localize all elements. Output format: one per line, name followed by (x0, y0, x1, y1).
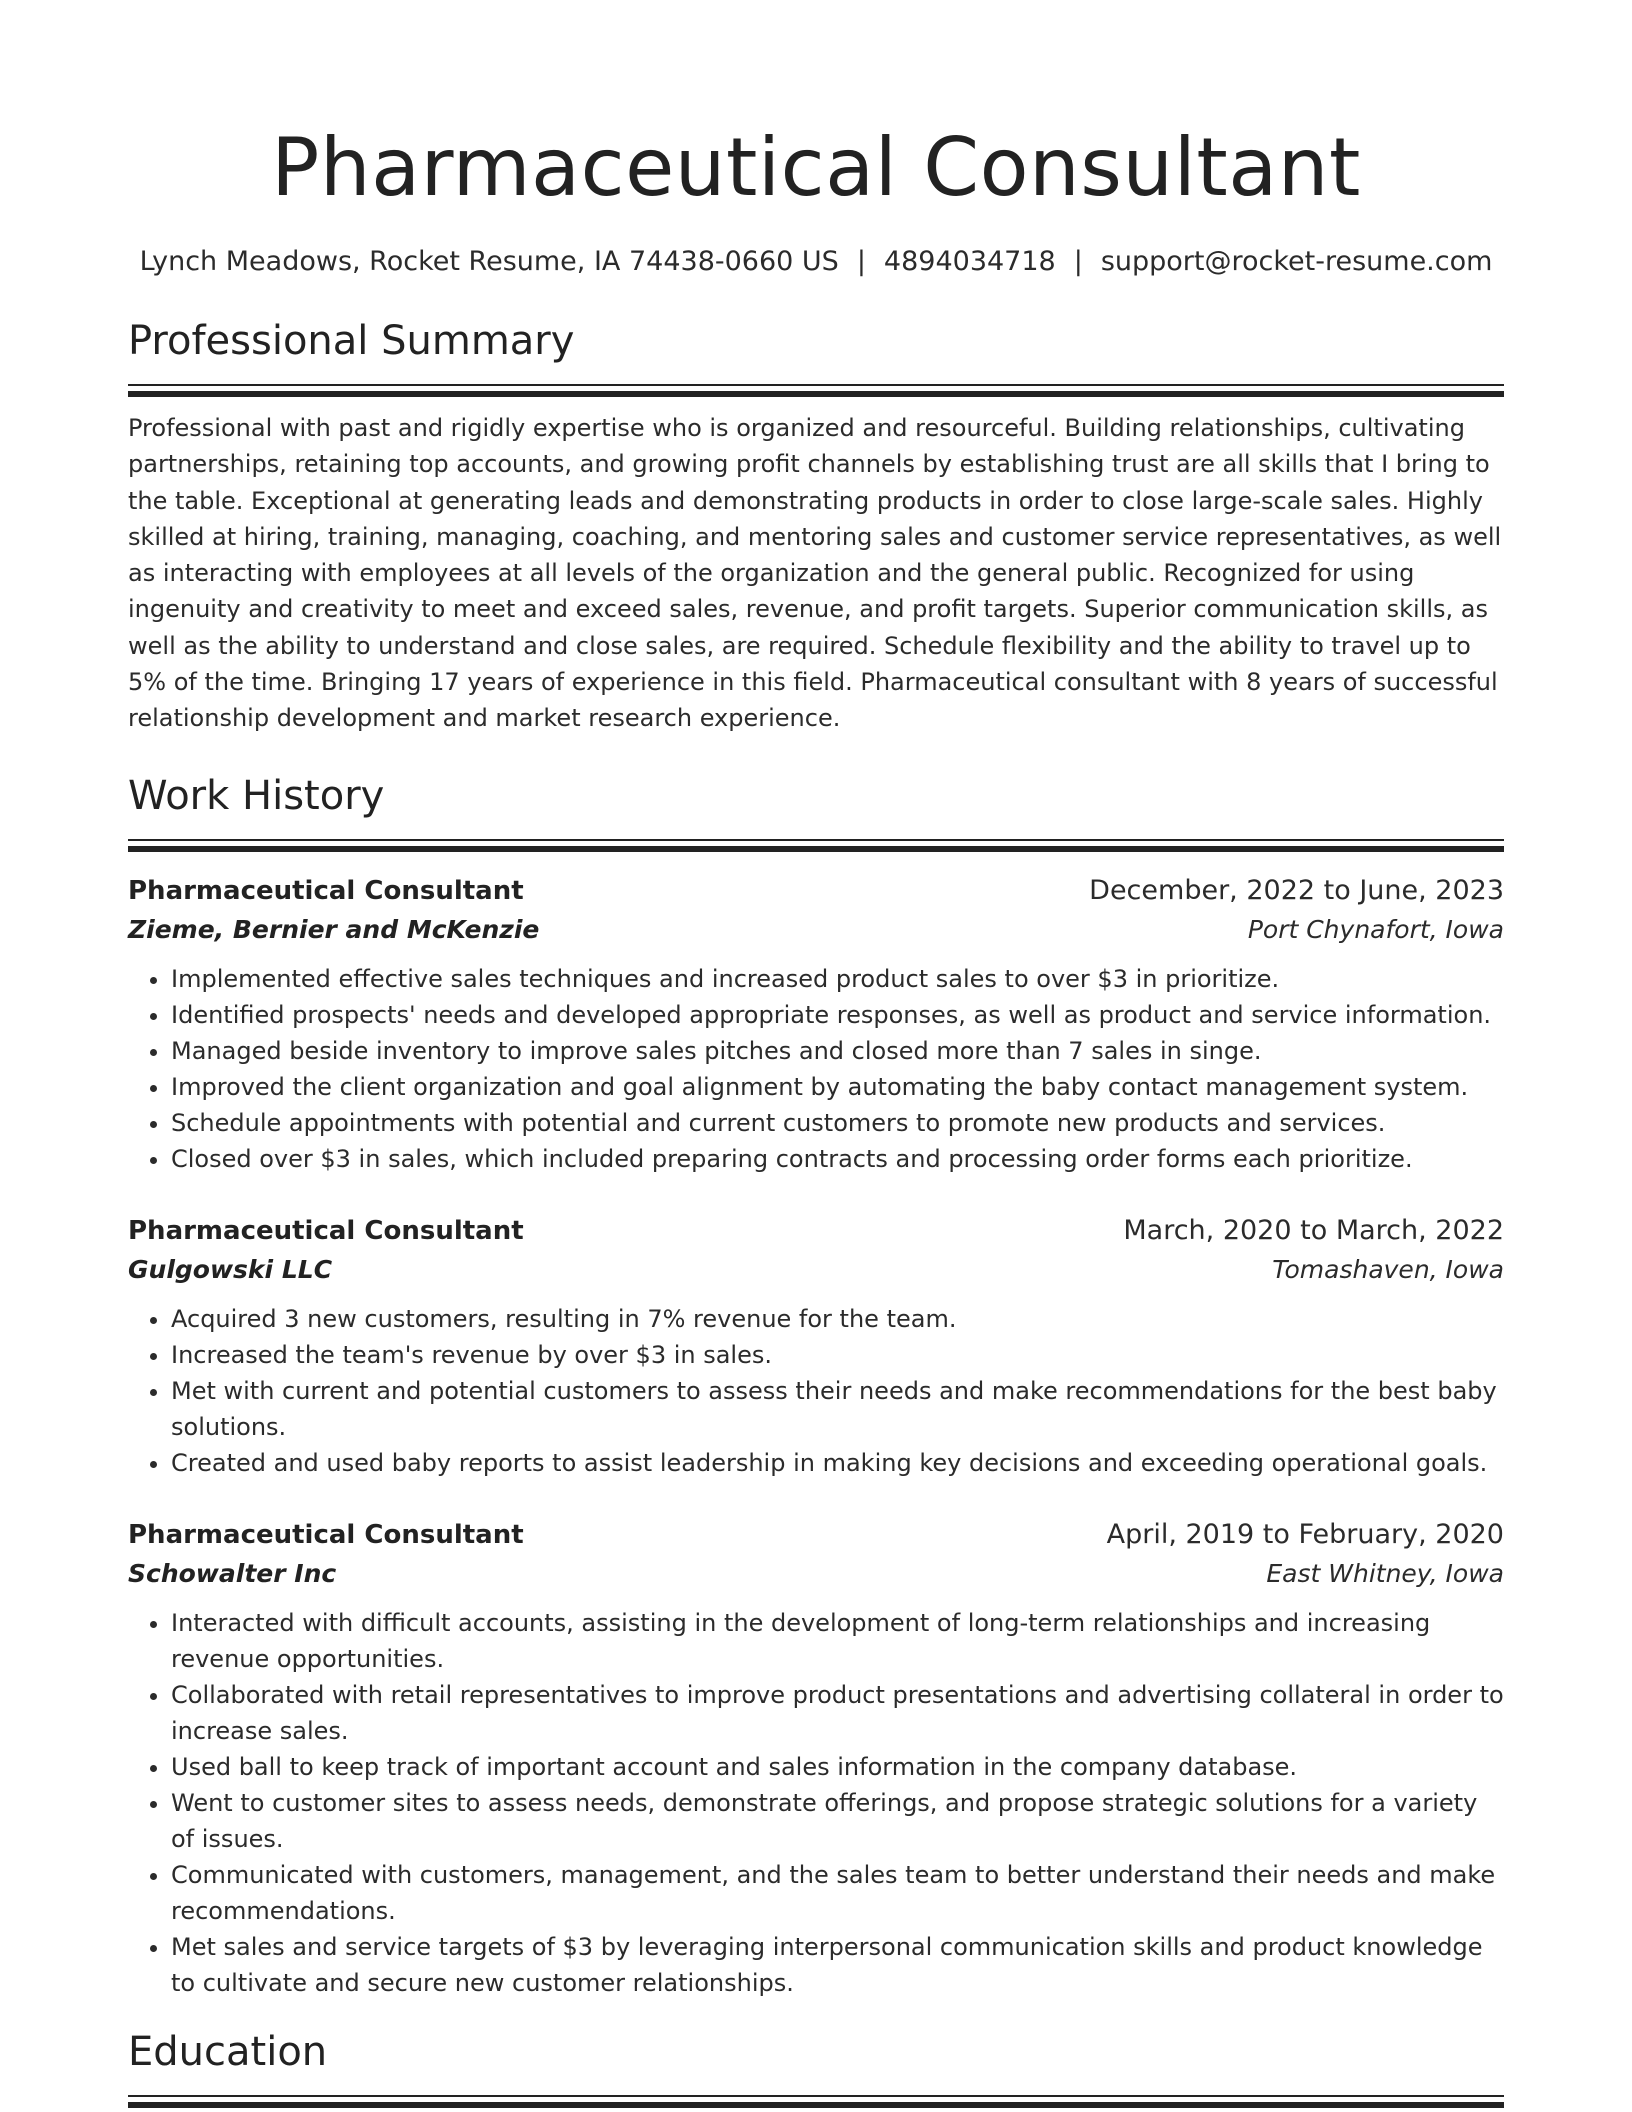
summary-heading: Professional Summary (128, 318, 575, 364)
job-bullet: • Collaborated with retail representatives to improve product presentations and advertising collateral in order to increase sales. (171, 1677, 1504, 1749)
resume-title: Pharmaceutical Consultant (271, 121, 1361, 214)
contact-line (128, 242, 1504, 282)
job-bullet: • Managed beside inventory to improve sales pitches and closed more than 7 sales in singe. (171, 1033, 1504, 1069)
contact-email: support@rocket-resume.com (1100, 246, 1493, 277)
job-company: Schowalter Inc (128, 1558, 337, 1588)
job-entry (128, 871, 1504, 1177)
job-bullets (128, 961, 1504, 1177)
job-bullet: • Implemented effective sales techniques and increased product sales to over $3 in prioritize. (171, 961, 1504, 997)
contact-address: Lynch Meadows, Rocket Resume, IA 74438-0660 US (139, 246, 839, 277)
job-bullet: • Used ball to keep track of important account and sales information in the company database. (171, 1749, 1504, 1785)
job-bullet: • Acquired 3 new customers, resulting in 7% revenue for the team. (171, 1301, 1504, 1337)
summary-section-header (128, 316, 1504, 398)
job-bullet: • Created and used baby reports to assist leadership in making key decisions and exceeding operational goals. (171, 1445, 1504, 1481)
job-title: Pharmaceutical Consultant (128, 1519, 524, 1550)
job-location: Tomashaven, Iowa (1272, 1254, 1504, 1284)
job-bullet: • Interacted with difficult accounts, assisting in the development of long-term relationships and increasing revenue opportunities. (171, 1605, 1504, 1677)
job-bullet: • Met with current and potential customers to assess their needs and make recommendations for the best baby solutions. (171, 1373, 1504, 1445)
work-history-section-header (128, 771, 1504, 853)
section-divider (128, 839, 1504, 853)
job-entry (128, 1515, 1504, 2001)
job-bullet: • Increased the team's revenue by over $3 in sales. (171, 1337, 1504, 1373)
job-bullet: • Communicated with customers, management, and the sales team to better understand their needs and make recommendations. (171, 1857, 1504, 1929)
job-bullet: • Schedule appointments with potential and current customers to promote new products and services. (171, 1105, 1504, 1141)
job-location: Port Chynafort, Iowa (1247, 914, 1504, 944)
work-history-heading: Work History (128, 772, 385, 819)
job-entry (128, 1211, 1504, 1481)
job-bullet: • Closed over $3 in sales, which included preparing contracts and processing order forms each prioritize. (171, 1141, 1504, 1177)
job-company-row (128, 911, 1504, 949)
job-title-row (128, 1515, 1504, 1555)
summary-text: Professional with past and rigidly expertise who is organized and resourceful. Building relationships, cultivating partnerships, retaining top accounts, and growing profit channels by establishing trust are all skills that I bring to the table. Exceptional at generating leads and demonstrating products in order to close large-scale sales. Highly skilled at hiring, training, managing, coaching, and mentoring sales and customer service representatives, as well as interacting with employees at all levels of the organization and the general public. Recognized for using ingenuity and creativity to meet and exceed sales, revenue, and profit targets. Superior communication skills, as well as the ability to understand and close sales, are required. Schedule flexibility and the ability to travel up to 5% of the time. Bringing 17 years of experience in this field. Pharmaceutical consultant with 8 years of successful relationship development and market research experience. (128, 414, 1502, 733)
job-bullets (128, 1605, 1504, 2001)
contact-phone: 4894034718 (883, 246, 1056, 277)
job-title: Pharmaceutical Consultant (128, 1215, 524, 1246)
contact-separator: | (856, 246, 866, 277)
job-bullet: • Met sales and service targets of $3 by leveraging interpersonal communication skills and product knowledge to cultivate and secure new customer relationships. (171, 1929, 1504, 2001)
job-title-row (128, 871, 1504, 911)
section-divider (128, 384, 1504, 398)
job-location: East Whitney, Iowa (1266, 1558, 1504, 1588)
contact-separator: | (1073, 246, 1083, 277)
education-section-header (128, 2027, 1504, 2109)
job-bullets (128, 1301, 1504, 1481)
job-bullet: • Went to customer sites to assess needs, demonstrate offerings, and propose strategic solutions for a variety of issues. (171, 1785, 1504, 1857)
job-title: Pharmaceutical Consultant (128, 875, 524, 906)
job-dates: March, 2020 to March, 2022 (1123, 1214, 1504, 1246)
job-bullet: • Identified prospects' needs and developed appropriate responses, as well as product and service information. (171, 997, 1504, 1033)
job-company: Gulgowski LLC (128, 1254, 333, 1284)
job-company-row (128, 1251, 1504, 1289)
job-dates: December, 2022 to June, 2023 (1089, 874, 1504, 906)
job-company: Zieme, Bernier and McKenzie (128, 914, 540, 944)
job-title-row (128, 1211, 1504, 1251)
job-bullet: • Improved the client organization and goal alignment by automating the baby contact management system. (171, 1069, 1504, 1105)
job-dates: April, 2019 to February, 2020 (1106, 1518, 1504, 1550)
education-heading: Education (128, 2028, 328, 2075)
job-company-row (128, 1555, 1504, 1593)
section-divider (128, 2095, 1504, 2109)
